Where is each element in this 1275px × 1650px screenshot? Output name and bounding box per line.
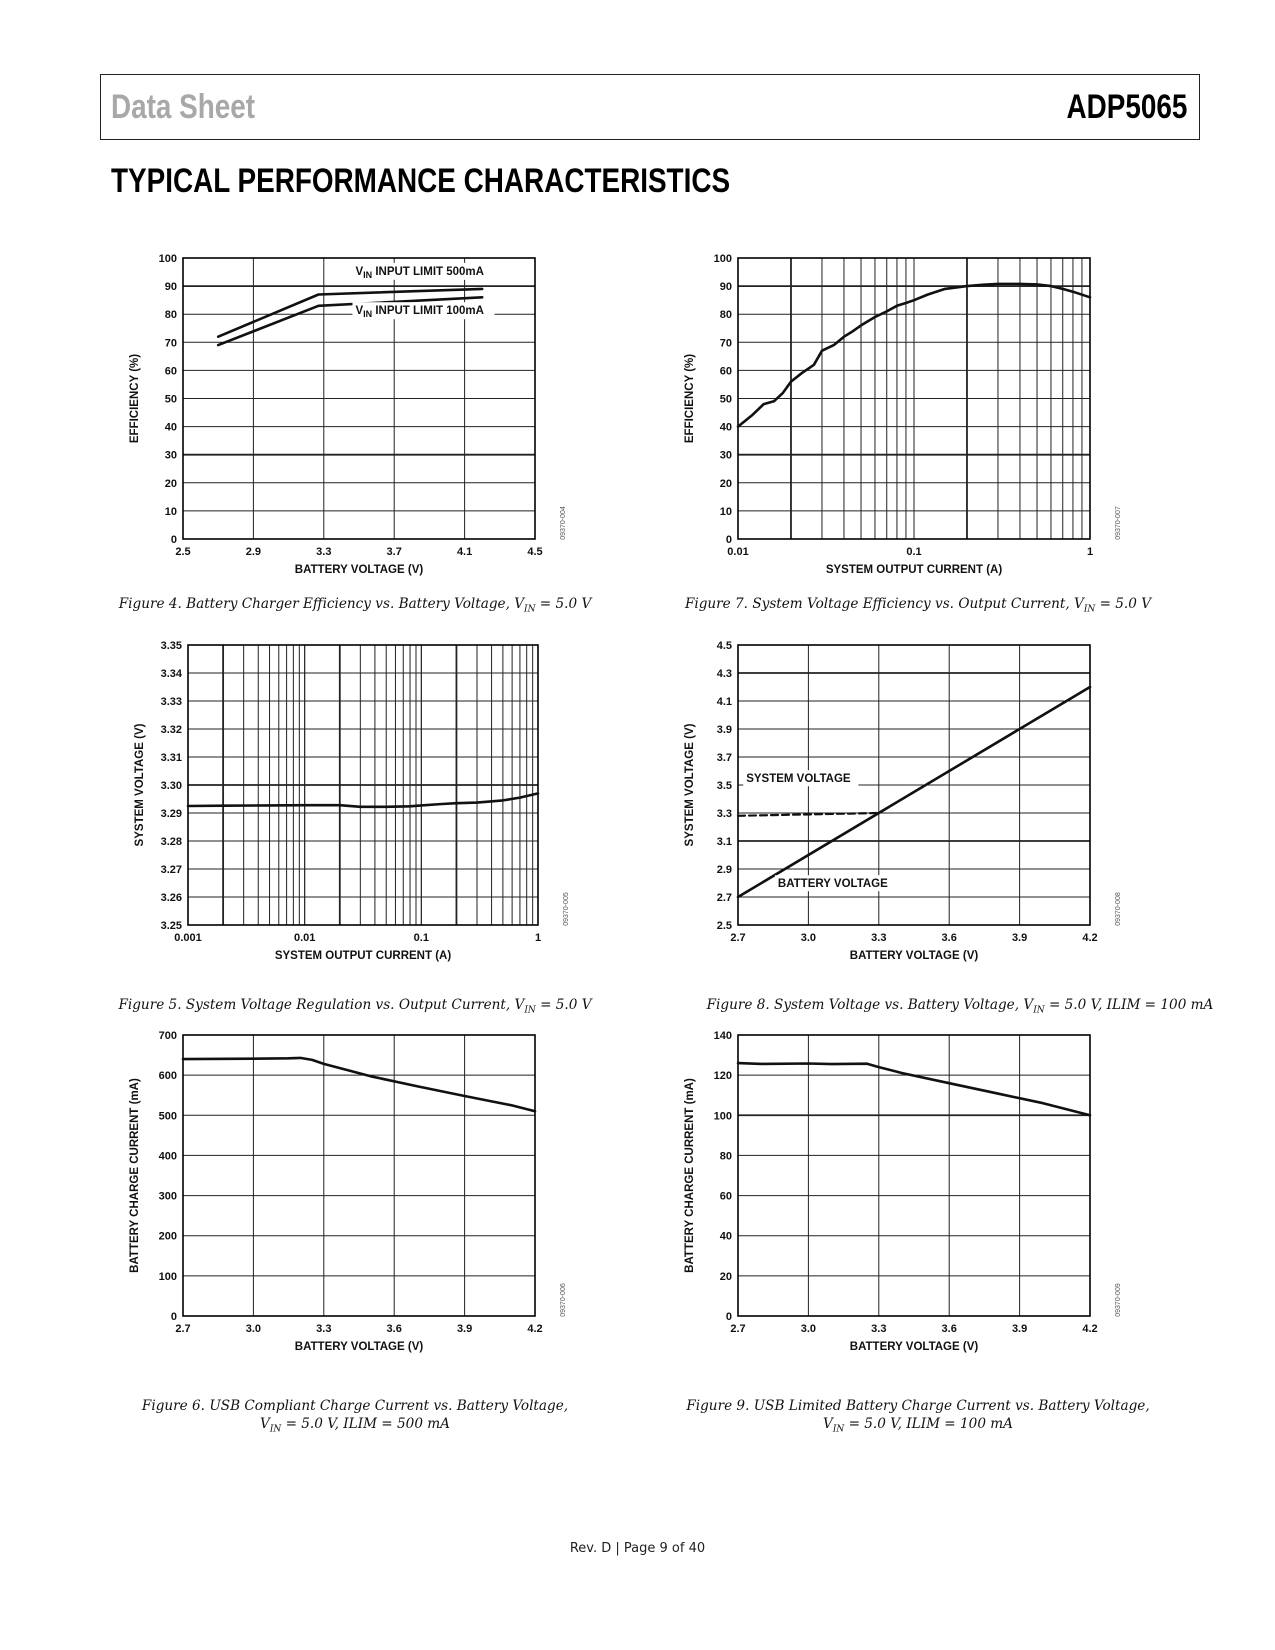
x-tick-label: 4.2 <box>527 1323 543 1335</box>
x-tick-label: 2.5 <box>175 546 191 558</box>
series-annotation: SYSTEM VOLTAGE <box>746 773 851 786</box>
figure-8-caption <box>660 996 1260 1020</box>
y-tick-label: 0 <box>170 534 177 546</box>
x-tick-label: 3.6 <box>386 1323 402 1335</box>
figure-5-chart <box>110 640 580 985</box>
y-tick-label: 20 <box>164 477 177 490</box>
x-tick-label: 3.0 <box>800 1323 817 1335</box>
y-tick-label: 3.29 <box>160 808 182 820</box>
y-tick-label: 3.1 <box>716 836 732 848</box>
caption-text: Figure 9. USB Limited Battery Charge Current vs. Battery Voltage, <box>686 1398 1150 1414</box>
y-tick-label: 120 <box>713 1070 732 1083</box>
figure-code: 09370-009 <box>1115 1283 1122 1317</box>
fig8-svg <box>685 640 1155 985</box>
x-tick-label: 0.01 <box>727 546 749 558</box>
y-tick-label: 400 <box>158 1150 177 1163</box>
y-tick-label: 100 <box>158 1270 177 1283</box>
y-tick-label: 0 <box>725 534 732 546</box>
figure-code: 09370-007 <box>1115 506 1122 540</box>
x-tick-label: 2.7 <box>175 1323 191 1335</box>
y-tick-label: 3.34 <box>160 668 182 680</box>
y-tick-label: 2.9 <box>716 864 732 876</box>
x-tick-label: 0.01 <box>293 932 316 944</box>
y-tick-label: 50 <box>164 393 177 406</box>
figure-7-caption <box>638 595 1198 619</box>
y-axis-label: BATTERY CHARGE CURRENT (mA) <box>684 1078 696 1273</box>
fig9-svg <box>684 1030 1155 1388</box>
y-tick-label: 100 <box>713 1110 732 1123</box>
y-tick-label: 80 <box>164 309 177 322</box>
caption-text: Figure 4. Battery Charger Efficiency vs. Battery Voltage, V <box>118 596 525 612</box>
y-tick-label: 3.30 <box>160 780 182 792</box>
figure-4-chart <box>110 240 580 585</box>
x-tick-label: 3.9 <box>1011 1323 1028 1335</box>
series-annotation: BATTERY VOLTAGE <box>777 878 888 891</box>
series-line <box>188 793 538 806</box>
header-doc-type: Data Sheet <box>111 88 256 126</box>
x-tick-label: 3.7 <box>386 546 402 558</box>
figure-code: 09370-008 <box>1115 892 1122 926</box>
x-tick-label: 3.0 <box>245 1323 262 1335</box>
figure-4-caption <box>75 595 635 619</box>
x-axis-label: BATTERY VOLTAGE (V) <box>294 564 424 576</box>
y-axis-label: SYSTEM VOLTAGE (V) <box>684 723 696 847</box>
y-tick-label: 90 <box>164 281 177 294</box>
x-tick-label: 0.001 <box>174 932 202 944</box>
y-tick-label: 3.27 <box>160 864 182 876</box>
y-tick-label: 100 <box>713 253 732 265</box>
y-tick-label: 70 <box>719 337 732 350</box>
x-tick-label: 2.7 <box>730 1323 746 1335</box>
caption-text-rest: = 5.0 V <box>1095 596 1152 612</box>
figure-6-caption <box>75 1397 635 1439</box>
figure-9-caption <box>638 1397 1198 1439</box>
y-tick-label: 3.3 <box>716 808 732 820</box>
caption-text: Figure 6. USB Compliant Charge Current vs. Battery Voltage, <box>141 1398 569 1414</box>
y-tick-label: 3.31 <box>160 752 182 764</box>
figure-5-caption <box>75 996 635 1020</box>
x-tick-label: 3.3 <box>316 1323 332 1335</box>
caption-subscript: IN <box>1033 1005 1045 1016</box>
x-axis-label: SYSTEM OUTPUT CURRENT (A) <box>274 950 452 962</box>
caption-text-rest: = 5.0 V <box>535 997 592 1013</box>
x-tick-label: 0.1 <box>413 932 429 944</box>
y-tick-label: 80 <box>719 1150 732 1163</box>
x-tick-label: 2.7 <box>730 932 746 944</box>
y-tick-label: 700 <box>158 1030 177 1042</box>
series-annotation: $V_{IN}$ INPUT LIMIT 100mA <box>355 305 484 320</box>
y-axis-label: EFFICIENCY (%) <box>129 353 141 444</box>
figure-6-chart <box>110 1030 580 1388</box>
y-tick-label: 40 <box>719 1230 732 1243</box>
caption-subscript: IN <box>269 1424 282 1435</box>
y-tick-label: 3.7 <box>716 752 732 764</box>
y-tick-label: 20 <box>719 477 732 490</box>
y-tick-label: 4.1 <box>716 696 732 708</box>
caption-text: Figure 5. System Voltage Regulation vs. Output Current, V <box>118 997 525 1013</box>
y-axis-label: SYSTEM VOLTAGE (V) <box>134 723 146 847</box>
x-tick-label: 3.3 <box>871 1323 887 1335</box>
y-tick-label: 80 <box>719 309 732 322</box>
header-part-number: ADP5065 <box>1066 88 1187 126</box>
y-tick-label: 3.26 <box>160 892 182 904</box>
figure-9-chart <box>684 1030 1155 1388</box>
y-tick-label: 20 <box>719 1270 732 1283</box>
y-tick-label: 600 <box>158 1070 177 1083</box>
x-tick-label: 4.2 <box>1082 932 1098 944</box>
caption-subscript: IN <box>524 1005 536 1016</box>
caption-text: Figure 8. System Voltage vs. Battery Voltage, V <box>706 997 1034 1013</box>
y-tick-label: 3.32 <box>160 724 182 736</box>
x-tick-label: 3.9 <box>1011 932 1028 944</box>
caption-v: V <box>259 1416 270 1432</box>
caption-text-rest: = 5.0 V <box>535 596 592 612</box>
x-tick-label: 1 <box>1086 546 1094 558</box>
x-tick-label: 3.9 <box>456 1323 473 1335</box>
y-tick-label: 140 <box>713 1030 732 1042</box>
y-tick-label: 3.28 <box>160 836 182 848</box>
y-tick-label: 4.3 <box>716 668 732 680</box>
caption-subscript: IN <box>1083 604 1096 615</box>
caption-subscript: IN <box>832 1424 845 1435</box>
y-axis-label: BATTERY CHARGE CURRENT (mA) <box>129 1078 141 1273</box>
y-tick-label: 90 <box>719 281 732 294</box>
y-tick-label: 60 <box>164 365 177 378</box>
fig4-svg <box>110 240 580 585</box>
y-tick-label: 500 <box>158 1110 177 1123</box>
x-tick-label: 3.0 <box>800 932 817 944</box>
x-tick-label: 1 <box>534 932 542 944</box>
plot-frame <box>183 1035 535 1316</box>
y-tick-label: 60 <box>719 1190 732 1203</box>
fig6-svg <box>110 1030 580 1388</box>
y-tick-label: 0 <box>725 1311 732 1323</box>
plot-frame <box>738 1035 1090 1316</box>
y-tick-label: 3.35 <box>160 640 182 652</box>
x-tick-label: 0.1 <box>906 546 922 558</box>
x-axis-label: SYSTEM OUTPUT CURRENT (A) <box>825 564 1003 576</box>
x-tick-label: 4.5 <box>527 546 543 558</box>
y-tick-label: 40 <box>164 421 177 434</box>
x-axis-label: BATTERY VOLTAGE (V) <box>294 1341 424 1353</box>
caption-text: Figure 7. System Voltage Efficiency vs. Output Current, V <box>684 596 1084 612</box>
y-tick-label: 60 <box>719 365 732 378</box>
fig7-svg <box>685 240 1155 585</box>
x-tick-label: 3.6 <box>941 932 957 944</box>
series-line <box>738 687 1090 816</box>
caption-line2: = 5.0 V, ILIM = 500 mA <box>281 1416 450 1432</box>
page-header <box>100 74 1200 140</box>
y-tick-label: 30 <box>164 449 177 462</box>
caption-line2: = 5.0 V, ILIM = 100 mA <box>844 1416 1013 1432</box>
series-line <box>183 1058 535 1111</box>
y-tick-label: 3.5 <box>716 780 732 792</box>
y-tick-label: 3.25 <box>160 920 182 932</box>
series-line <box>738 1063 1090 1115</box>
page-footer: Rev. D | Page 9 of 40 <box>569 1541 706 1556</box>
y-tick-label: 10 <box>164 505 177 518</box>
y-tick-label: 30 <box>719 449 732 462</box>
x-tick-label: 3.3 <box>316 546 332 558</box>
figure-8-chart <box>685 640 1155 985</box>
y-tick-label: 4.5 <box>716 640 732 652</box>
y-tick-label: 10 <box>719 505 732 518</box>
y-axis-label: EFFICIENCY (%) <box>684 353 696 444</box>
y-tick-label: 50 <box>719 393 732 406</box>
y-tick-label: 3.9 <box>716 724 732 736</box>
figure-code: 09370-005 <box>563 892 570 926</box>
x-axis-label: BATTERY VOLTAGE (V) <box>849 950 979 962</box>
caption-text-rest: = 5.0 V, ILIM = 100 mA <box>1044 997 1214 1013</box>
x-tick-label: 3.6 <box>941 1323 957 1335</box>
y-tick-label: 100 <box>158 253 177 265</box>
caption-v: V <box>822 1416 833 1432</box>
y-tick-label: 300 <box>158 1190 177 1203</box>
y-tick-label: 3.33 <box>160 696 182 708</box>
y-tick-label: 40 <box>719 421 732 434</box>
figure-code: 09370-006 <box>560 1283 567 1317</box>
y-tick-label: 2.7 <box>716 892 732 904</box>
figure-code: 09370-004 <box>560 506 567 540</box>
x-axis-label: BATTERY VOLTAGE (V) <box>849 1341 979 1353</box>
caption-subscript: IN <box>524 604 536 615</box>
y-tick-label: 200 <box>158 1230 177 1243</box>
y-tick-label: 2.5 <box>716 920 732 932</box>
x-tick-label: 2.9 <box>245 546 262 558</box>
fig5-svg <box>110 640 580 985</box>
series-line <box>738 687 1090 897</box>
y-tick-label: 0 <box>170 1311 177 1323</box>
series-annotation: $V_{IN}$ INPUT LIMIT 500mA <box>355 265 484 280</box>
x-tick-label: 4.2 <box>1082 1323 1098 1335</box>
y-tick-label: 70 <box>164 337 177 350</box>
x-tick-label: 3.3 <box>871 932 887 944</box>
section-title: TYPICAL PERFORMANCE CHARACTERISTICS <box>111 162 731 200</box>
figure-7-chart <box>685 240 1155 585</box>
x-tick-label: 4.1 <box>456 546 473 558</box>
